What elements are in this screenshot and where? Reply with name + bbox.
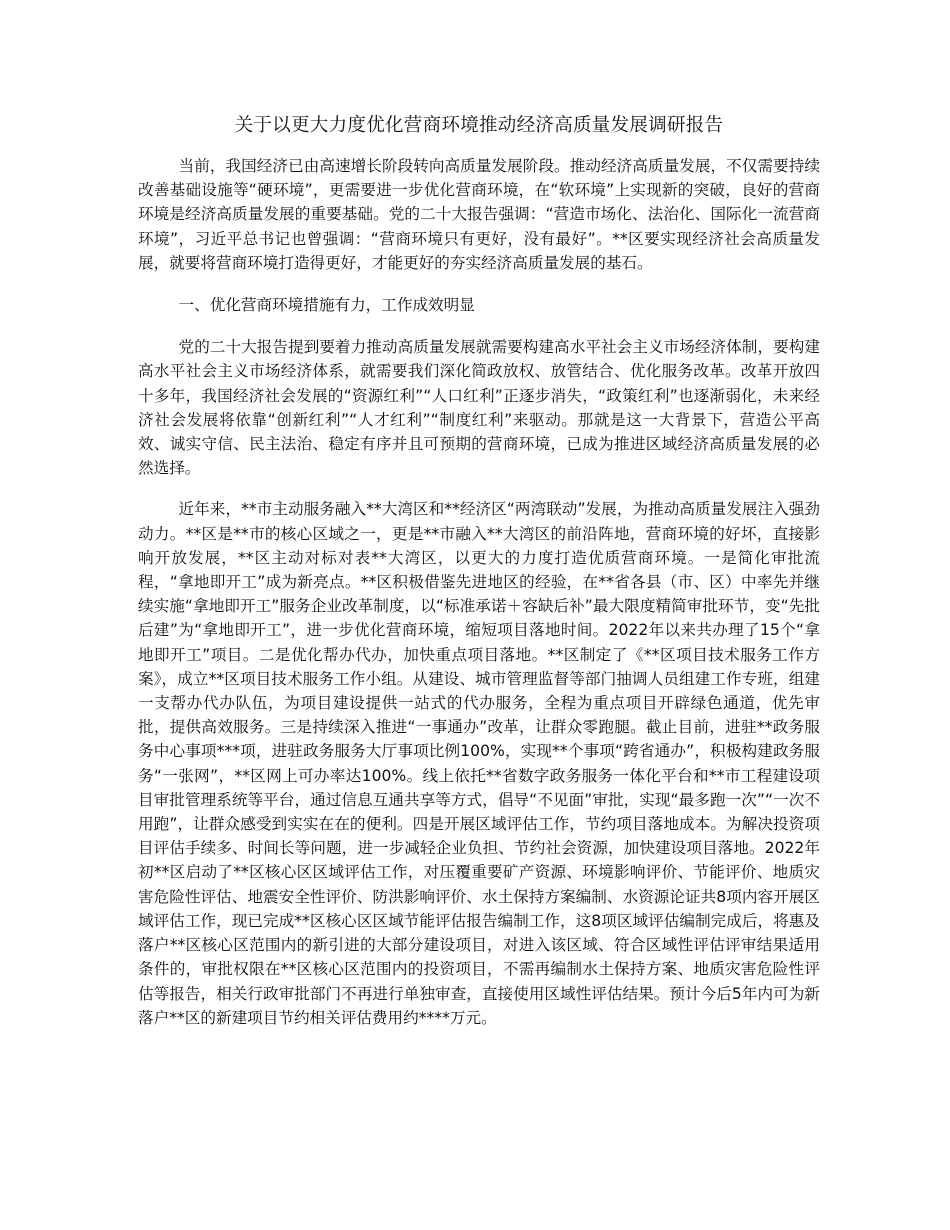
intro-paragraph: 当前，我国经济已由高速增长阶段转向高质量发展阶段。推动经济高质量发展，不仅需要持续改善基础设施等“硬环境”，更需要进一步优化营商环境，在“软环境”上实现新的突破，良好的营商环境是经济高质量发展的重要基础。党的二十大报告强调：“营造市场化、法治化、国际化一流营商环境”，习近平总书记也曾强调：“营商环境只有更好，没有最好”。**区要实现经济社会高质量发展，就要将营商环境打造得更好，才能更好的夯实经济高质量发展的基石。 — [138, 157, 820, 272]
section-heading: 一、优化营商环境措施有力，工作成效明显 — [178, 296, 475, 315]
document-title: 关于以更大力度优化营商环境推动经济高质量发展调研报告 — [234, 115, 724, 136]
document-page — [138, 112, 820, 1030]
background-paragraph: 党的二十大报告提到要着力推动高质量发展就需要构建高水平社会主义市场经济体制，要构建高水平社会主义市场经济体系，就需要我们深化简政放权、放管结合、优化服务改革。改革开放四十多年，我国经济社会发展的“资源红利”“人口红利”正逐步消失，“政策红利”也逐渐弱化，未来经济社会发展将依靠“创新红利”“人才红利”“制度红利”来驱动。那就是这一大背景下，营造公平高效、诚实守信、民主法治、稳定有序并且可预期的营商环境，已成为推进区域经济高质量发展的必然选择。 — [138, 338, 820, 478]
measures-paragraph: 近年来，**市主动服务融入**大湾区和**经济区“两湾联动”发展，为推动高质量发展注入强劲动力。**区是**市的核心区域之一，更是**市融入**大湾区的前沿阵地，营商环境的好坏，直接影响开放发展，**区主动对标对表**大湾区，以更大的力度打造优质营商环境。一是简化审批流程，“拿地即开工”成为新亮点。**区积极借鉴先进地区的经验，在**省各县（市、区）中率先并继续实施“拿地即开工”服务企业改革制度，以“标准承诺＋容缺后补”最大限度精简审批环节，变“先批后建”为“拿地即开工”，进一步优化营商环境，缩短项目落地时间。2022年以来共办理了15个“拿地即开工”项目。二是优化帮办代办，加快重点项目落地。**区制定了《**区项目技术服务工作方案》，成立**区项目技术服务工作小组。从建设、城市管理监督等部门抽调人员组建工作专班，组建一支帮办代办队伍，为项目建设提供一站式的代办服务，全程为重点项目开辟绿色通道，优先审批，提供高效服务。三是持续深入推进“一事通办”改革，让群众零跑腿。截止目前，进驻**政务服务中心事项***项，进驻政务服务大厅事项比例100%，实现**个事项“跨省通办”，积极构建政务服务“一张网”，**区网上可办率达100%。线上依托**省数字政务服务一体化平台和**市工程建设项目审批管理系统等平台，通过信息互通共享等方式，倡导“不见面”审批，实现“最多跑一次”“一次不用跑”，让群众感受到实实在在的便利。四是开展区域评估工作，节约项目落地成本。为解决投资项目评估手续多、时间长等问题，进一步减轻企业负担、节约社会资源，加快建设项目落地。2022年初**区启动了**区核心区区域评估工作，对压覆重要矿产资源、环境影响评价、节能评价、地质灾害危险性评估、地震安全性评价、防洪影响评价、水土保持方案编制、水资源论证共8项内容开展区域评估工作，现已完成**区核心区区域节能评估报告编制工作，这8项区域评估编制完成后，将惠及落户**区核心区范围内的新引进的大部分建设项目，对进入该区域、符合区域性评估评审结果适用条件的，审批权限在**区核心区范围内的投资项目，不需再编制水土保持方案、地质灾害危险性评估等报告，相关行政审批部门不再进行单独审查，直接使用区域性评估结果。预计今后5年内可为新落户**区的新建项目节约相关评估费用约****万元。 — [138, 500, 820, 1027]
